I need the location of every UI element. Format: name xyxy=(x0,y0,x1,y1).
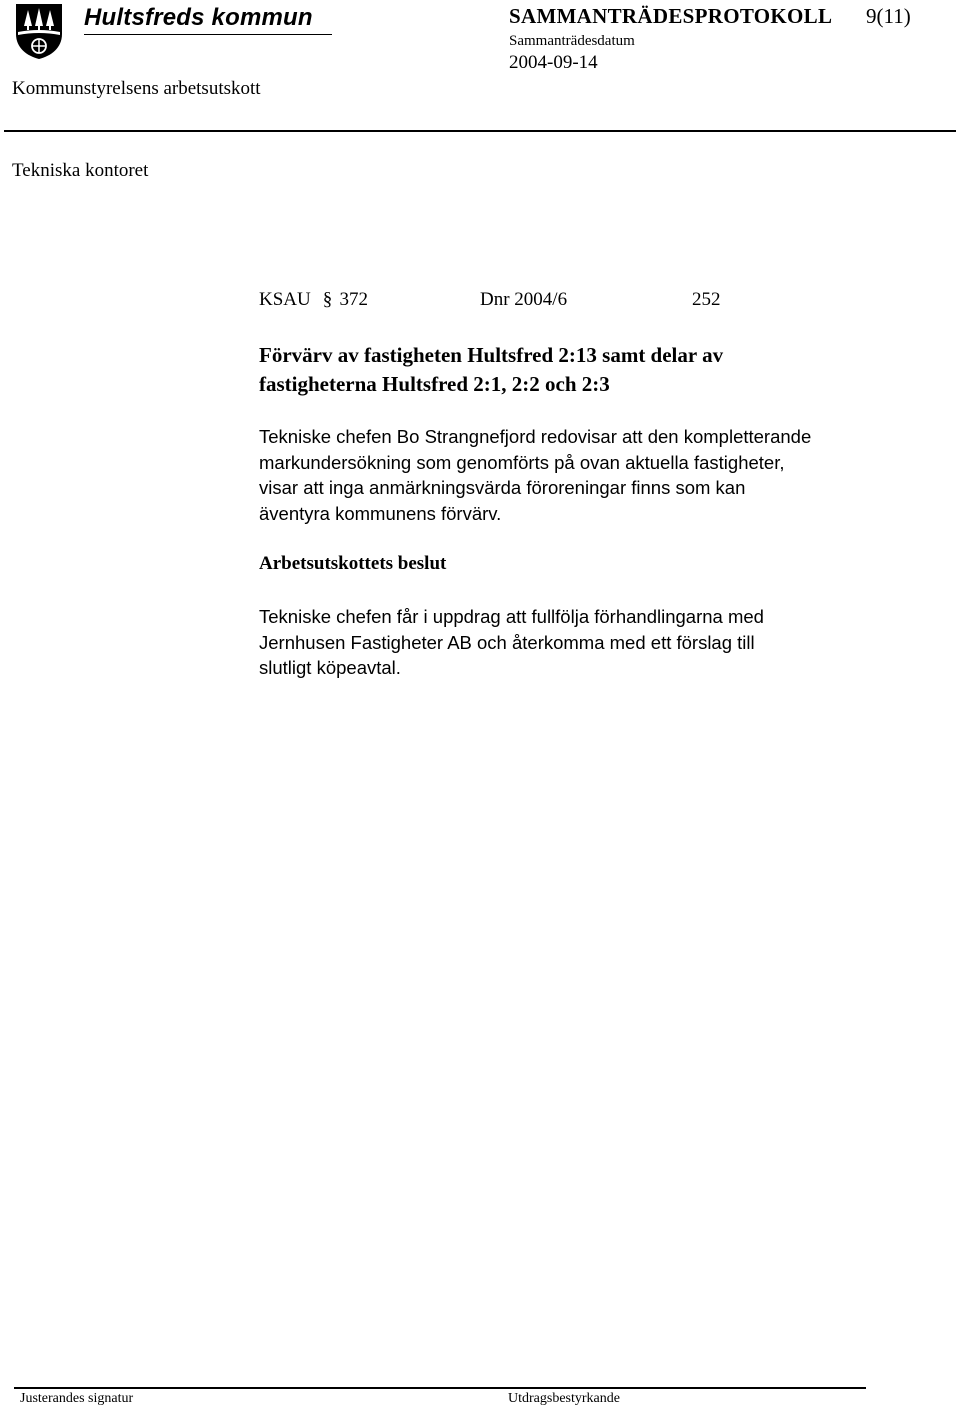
meeting-date: 2004-09-14 xyxy=(509,52,598,73)
case-title-line: fastigheterna Hultsfred 2:1, 2:2 och 2:3 xyxy=(259,372,610,396)
logo-underline xyxy=(84,34,332,35)
diary-number: Dnr 2004/6 xyxy=(480,289,568,310)
text-line: Tekniske chefen Bo Strangnefjord redovisar att den kompletterande xyxy=(259,426,812,447)
text-line: Tekniske chefen får i uppdrag att fullfölja förhandlingarna med xyxy=(259,606,764,627)
extract-certification-label: Utdragsbestyrkande xyxy=(508,1391,620,1406)
signature-label: Justerandes signatur xyxy=(20,1391,134,1406)
case-title xyxy=(259,341,899,399)
committee-name: Kommunstyrelsens arbetsutskott xyxy=(12,78,261,99)
text-line: visar att inga anmärkningsvärda föroreningar finns som kan xyxy=(259,477,746,498)
reference-number: 252 xyxy=(692,289,721,310)
municipality-name: Hultsfreds kommun xyxy=(84,4,313,31)
case-reference xyxy=(259,289,721,311)
case-title-line: Förvärv av fastigheten Hultsfred 2:13 samt delar av xyxy=(259,343,724,367)
document-type: SAMMANTRÄDESPROTOKOLL xyxy=(509,4,833,28)
decision-text xyxy=(259,604,764,681)
page-number: 9(11) xyxy=(866,4,911,28)
text-line: Jernhusen Fastigheter AB och återkomma med ett förslag till xyxy=(259,631,755,653)
case-number: 372 xyxy=(339,289,368,310)
meeting-date-label: Sammanträdesdatum xyxy=(509,33,635,49)
text-line: äventyra kommunens förvärv. xyxy=(259,502,502,524)
header-divider xyxy=(4,130,956,132)
case-code: KSAU xyxy=(259,289,311,310)
footer-divider xyxy=(14,1387,866,1389)
municipal-shield-icon xyxy=(14,2,64,60)
case-description xyxy=(259,424,811,526)
text-line: slutligt köpeavtal. xyxy=(259,657,401,678)
decision-heading: Arbetsutskottets beslut xyxy=(259,553,447,574)
text-line: markundersökning som genomförts på ovan aktuella fastigheter, xyxy=(259,451,785,473)
paragraph-symbol: § xyxy=(322,289,333,310)
department-name: Tekniska kontoret xyxy=(12,160,149,181)
